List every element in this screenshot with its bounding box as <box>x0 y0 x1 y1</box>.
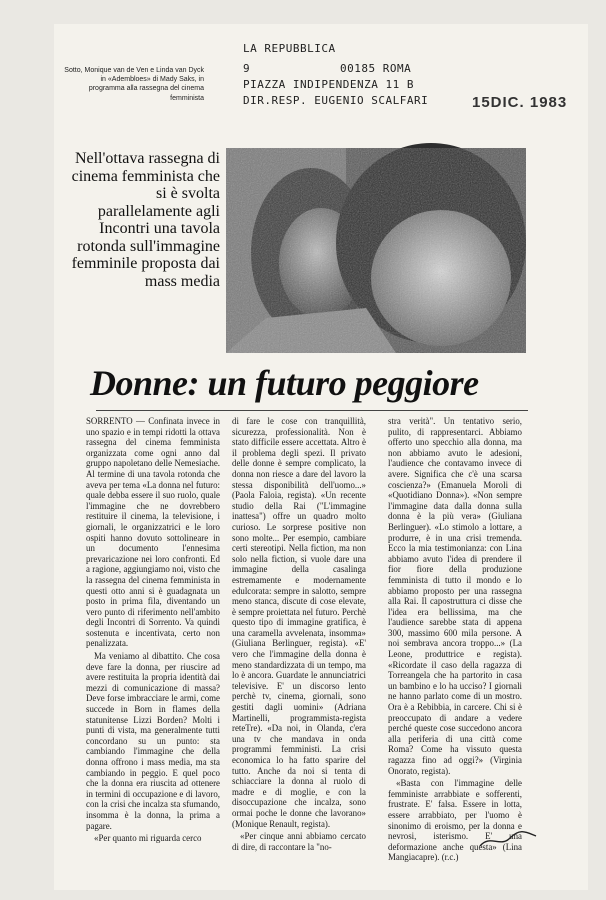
stamp-date: 15DIC. 1983 <box>472 94 568 111</box>
stamp-address: PIAZZA INDIPENDENZA 11 B <box>243 78 414 91</box>
film-still-image <box>226 148 526 353</box>
headline-divider <box>96 410 528 411</box>
column-1-paragraph-3: «Per quanto mi riguarda cerco <box>94 833 202 844</box>
stamp-cap-city: 00185 ROMA <box>340 62 412 75</box>
article-headline: Donne: un futuro peggiore <box>90 363 479 403</box>
film-still-photo <box>226 148 526 353</box>
column-1-paragraph-1: SORRENTO — Confinata invece in uno spazio e in tempi ridotti la ottava rassegna del cinema femminista organizzata come ogni anno dal gruppo napoletano delle Nemesiache. Al termine di una tavola rotonda che aveva per tema «La donna nel futuro: quale debba essere il suo ruolo, quale l'immagine che ne dovrebbero restituire il cinema, la televisione, i giornali, le organizzatrici e le loro ospiti hanno dovuto sottolineare in un documento l'ennesima prevaricazione nei loro confronti. Ed a ragione, aggiungiamo noi, visto che la rassegna del cinema femminista in questi otto anni si è guadagnata un posto in prima fila, diventando un vero punto di riferimento nell'ambito degli Incontri di Sorrento. Va quindi sostenuta e incentivata, certo non penalizzata. <box>86 416 220 649</box>
handwritten-mark-icon <box>478 830 538 850</box>
article-column-3 <box>388 416 522 863</box>
stamp-paper-name: LA REPUBBLICA <box>243 42 336 55</box>
stamp-director: DIR.RESP. EUGENIO SCALFARI <box>243 94 429 107</box>
column-3-paragraph-1: stra verità". Un tentativo serio, pulito, di rappresentarci. Abbiamo offerto uno specchio alla donna, ma non abbiamo avuto le adesioni, l'audience che contavamo invece di avere. Significa che c'è una scarsa coscienza?» (Emanuela Moroli di «Quotidiano Donna»). «Non sempre l'immagine data dalla donna sulla donna è la più vera» (Giuliana Berlinguer). «Lo stimolo a lottare, a produrre, è in una crisi tremenda. Ecco la mia testimonianza: con Lina abbiamo avuto l'idea di prendere il fior fiore della produzione femminista di tutto il mondo e lo abbiamo proposto per una rassegna alla Rai. Il capostruttura ci disse che l'idea era bellissima, ma che l'audience sarebbe stata di appena 300, massimo 600 mila persone. A noi sembrava ancora troppo...» (La Leone, produttrice e regista). «Ricordate il caso della ragazza di Torreangela che ha partorito in casa un bambino e lo ha ucciso? I giornali ne hanno parlato come di un mostro. Ora è a Rebibbia, in carcere. Chi si è preoccupato di andare a vedere perché queste cose succedono ancora alla periferia di una città come Roma? Come ha vissuto questa ragazza fino ad oggi?» (Virginia Onorato, regista). <box>388 416 522 776</box>
stamp-page-number: 9 <box>243 62 251 75</box>
article-column-2 <box>232 416 366 852</box>
column-3-paragraph-2: «Basta con l'immagine delle femministe arrabbiate e sofferenti, frustrate. E' falsa. Essere in lotta, essere arrabbiato, per l'uomo è sinonimo di eroismo, per la donna e nevrosi, isterismo. E' una deformazione anche questa» (Lina Mangiacapre). (r.c.) <box>388 778 522 863</box>
article-subheading: Nell'ottava rassegna di cinema femminista che si è svolta parallelamente agli Incontri una tavola rotonda sull'immagine femminile proposta dai mass media <box>71 150 220 290</box>
column-2-paragraph-1: di fare le cose con tranquillità, sicurezza, professionalità. Non è stato difficile essere accettata. Altro è il problema degli spezi. Il privato delle donne è sempre complicato, la donna non riesce a dare del lavoro la stessa disponibilità dell'uomo...» (Paola Faloia, regista). «Un recente studio della Rai ("L'immagine inattesa") offre un quadro molto curioso. Le sorprese positive non sono molte... Per esempio, cambiare certi stereotipi. Nella fiction, ma non solo nella fiction, si vuole dare una immagine della casalinga estremamente e modernamente edulcorata: sempre in salotto, sempre meno stanca, discute di cose elevate, è sempre proiettata nel futuro. Perchè questo tipo di immagine gratifica, è una caramella avvelenata, insomma» (Giuliana Berlinguer, regista). «E' vero che l'immagine della donna è meno standardizzata di un tempo, ma lo è ancora. Guardate le annunciatrici televisive. E' un discorso lento perchè tv, cinema, giornali, sono gestiti dagli uomini» (Adriana Martinelli, programmista-regista reteTre). «Da noi, in Olanda, c'era una tv che mandava in onda programmi femministi. La crisi economica lo ha fatto sparire del tutto. Anche da noi si tenta di schiacciare la donna al ruolo di madre e di moglie, e con la disoccupazione che incalza, sono ormai poche le donne che lavorano» (Monique Renault, regista). <box>232 416 366 829</box>
photo-caption: Sotto, Monique van de Ven e Linda van Dyck in «Adembloes» di Mady Saks, in programma alla rassegna del cinema femminista <box>64 67 204 102</box>
article-column-1 <box>86 416 220 852</box>
column-2-paragraph-2: «Per cinque anni abbiamo cercato di dire, di raccontare la "no- <box>232 831 366 852</box>
column-1-paragraph-2: Ma veniamo al dibattito. Che cosa deve fare la donna, per riuscire ad avere restituita la propria identità dai mezzi di comunicazione di massa? Deve forse imbracciare le armi, come succede in Born in flames della statunitense Lizzi Borden? Molti i punti di vista, ma generalmente tutti concordano su un punto: sta cambiando l'immagine che della donna offrono i mass media, ma sta cambiando in peggio. E quel poco che la donna era riuscita ad ottenere in termini di occupazione e di lavoro, con la crisi che incalza sta sfumando, insomma è la donna, la prima a pagare. <box>86 651 220 831</box>
